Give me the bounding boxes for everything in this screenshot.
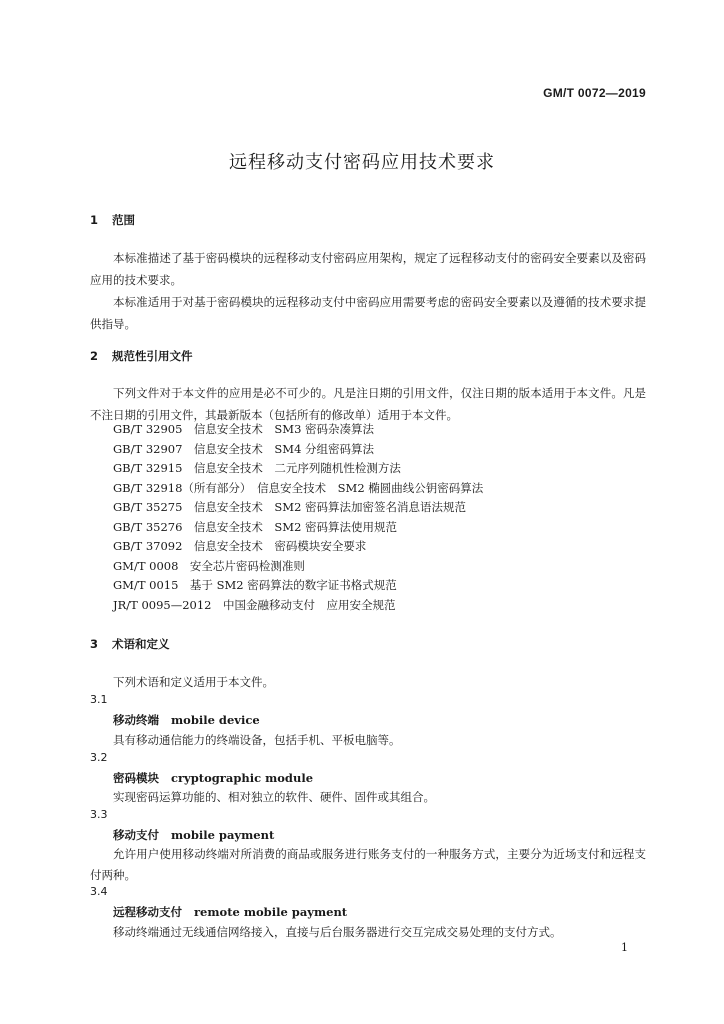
term-zh: 密码模块 <box>113 771 159 785</box>
reference-item: GB/T 32918（所有部分） 信息安全技术 SM2 椭圆曲线公钥密码算法 <box>113 480 484 495</box>
reference-item: GB/T 35275 信息安全技术 SM2 密码算法加密签名消息语法规范 <box>113 500 467 514</box>
section-1-heading <box>90 212 135 228</box>
reference-item: GB/T 32907 信息安全技术 SM4 分组密码算法 <box>113 441 375 456</box>
section-number: 2 <box>90 349 99 363</box>
section-title: 术语和定义 <box>112 637 170 651</box>
term-en: mobile payment <box>171 828 275 842</box>
term-zh: 远程移动支付 <box>113 905 182 919</box>
term-heading <box>113 712 260 728</box>
reference-item: GB/T 32905 信息安全技术 SM3 密码杂凑算法 <box>113 422 375 436</box>
term-definition: 实现密码运算功能的、相对独立的软件、硬件、固件或其组合。 <box>113 790 435 804</box>
term-heading <box>113 827 274 843</box>
standard-code: GM/T 0072—2019 <box>543 86 646 100</box>
term-zh: 移动支付 <box>113 828 159 842</box>
section-1-para-1: 本标准描述了基于密码模块的远程移动支付密码应用架构，规定了远程移动支付的密码安全要素以及密码应用的技术要求。 <box>90 251 646 287</box>
term-definition: 移动终端通过无线通信网络接入，直接与后台服务器进行交互完成交易处理的支付方式。 <box>113 925 562 939</box>
term-definition: 允许用户使用移动终端对所消费的商品或服务进行账务支付的一种服务方式，主要分为近场支付和远程支付两种。 <box>90 847 646 882</box>
section-number: 3 <box>90 637 99 651</box>
section-1-para-2: 本标准适用于对基于密码模块的远程移动支付中密码应用需要考虑的密码安全要素以及遵循的技术要求提供指导。 <box>90 295 646 331</box>
term-heading <box>113 770 313 786</box>
reference-list <box>113 420 483 615</box>
section-2-heading <box>90 348 193 364</box>
reference-item: GM/T 0008 安全芯片密码检测准则 <box>113 558 305 573</box>
section-number: 1 <box>90 213 99 227</box>
term-en: remote mobile payment <box>194 905 348 919</box>
section-3-intro: 下列术语和定义适用于本文件。 <box>113 675 274 689</box>
section-2-intro: 下列文件对于本文件的应用是必不可少的。凡是注日期的引用文件，仅注日期的版本适用于本文件。凡是不注日期的引用文件，其最新版本（包括所有的修改单）适用于本文件。 <box>90 386 646 422</box>
term-number: 3.2 <box>90 751 108 764</box>
section-3-heading <box>90 636 170 652</box>
term-number: 3.4 <box>90 885 108 898</box>
reference-item: JR/T 0095—2012 中国金融移动支付 应用安全规范 <box>113 597 396 612</box>
page-number: 1 <box>621 941 628 954</box>
document-title: 远程移动支付密码应用技术要求 <box>229 152 495 173</box>
section-title: 范围 <box>112 213 135 227</box>
term-heading <box>113 904 347 920</box>
term-zh: 移动终端 <box>113 713 159 727</box>
term-definition: 具有移动通信能力的终端设备，包括手机、平板电脑等。 <box>113 733 401 747</box>
reference-item: GB/T 35276 信息安全技术 SM2 密码算法使用规范 <box>113 519 398 534</box>
term-number: 3.3 <box>90 808 108 821</box>
reference-item: GM/T 0015 基于 SM2 密码算法的数字证书格式规范 <box>113 578 397 592</box>
term-number: 3.1 <box>90 693 108 706</box>
term-en: cryptographic module <box>171 771 314 785</box>
section-title: 规范性引用文件 <box>112 349 193 363</box>
term-en: mobile device <box>171 713 260 727</box>
reference-item: GB/T 32915 信息安全技术 二元序列随机性检测方法 <box>113 461 401 475</box>
reference-item: GB/T 37092 信息安全技术 密码模块安全要求 <box>113 539 367 553</box>
